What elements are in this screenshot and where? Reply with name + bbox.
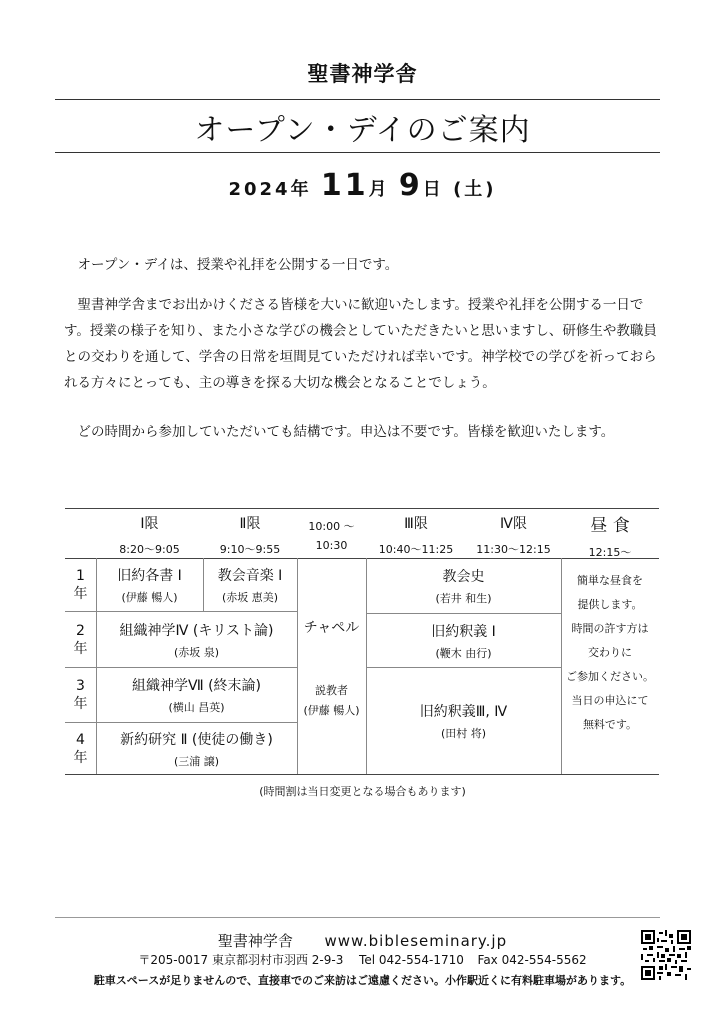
lunch-line: 交わりに <box>588 646 632 659</box>
teacher-name: (田村 将) <box>440 727 487 740</box>
intro-paragraph-2: 聖書神学舎までお出かけくださる皆様を大いに歓迎いたします。授業や礼拝を公開する一日です。授業の様子を知り、また小さな学びの機会としていただきたいと思いますし、研修生や教職員との交わりを通して、学舎の日常を垣間見ていただければ幸いです。神学校での学びを祈っておられる方々にとっても、主の導きを探る大切な機会となることでしょう。 <box>64 297 657 391</box>
chapel-title: チャペル <box>303 620 360 636</box>
header-label: Ⅲ限 <box>404 516 428 532</box>
course-name: 教会史 <box>442 569 485 585</box>
header-time: 12:15〜 <box>588 545 632 559</box>
footer-org-line <box>0 930 725 951</box>
course-y1-p34 <box>366 559 561 613</box>
footer-postal: 〒205-0017 <box>138 953 209 967</box>
date-day: 9 <box>398 168 423 203</box>
lunch-line: 提供します。 <box>577 598 643 611</box>
header-time: 9:10〜9:55 <box>219 543 281 556</box>
header-time: 10:30 <box>315 539 348 552</box>
header-time: 8:20〜9:05 <box>119 543 180 556</box>
course-name: 組織神学Ⅳ (キリスト論) <box>119 622 274 639</box>
parking-note: 駐車スペースが足りませんので、直接車でのご来訪はご遠慮ください。小作駅近くに有料駐車場があります。 <box>93 974 632 987</box>
header-label: Ⅳ限 <box>500 516 527 532</box>
course-y4-p12 <box>96 723 297 774</box>
lunch-line: ご参加ください。 <box>566 670 654 683</box>
year-num: 4 <box>76 731 85 748</box>
header-label: 10:00 〜 <box>308 520 355 533</box>
chapel-preacher <box>297 680 366 720</box>
year-num: 1 <box>76 568 85 584</box>
footer-org-name: 聖書神学舎 <box>217 932 293 950</box>
date-year: 2024年 <box>228 179 312 200</box>
date-month: 11 <box>320 168 369 203</box>
lunch-line: 当日の申込にて <box>571 694 649 707</box>
year-unit: 年 <box>73 696 88 712</box>
course-name: 新約研究 Ⅱ (使徒の働き) <box>120 731 273 748</box>
teacher-name: (三浦 譲) <box>173 754 220 768</box>
header-chapel-time <box>297 514 366 556</box>
preacher-name: (伊藤 暢人) <box>303 704 360 717</box>
header-label: 昼 食 <box>590 515 630 536</box>
footer-address: 東京都羽村市羽西 2-9-3 <box>211 953 344 967</box>
teacher-name: (鞭木 由行) <box>435 646 492 660</box>
course-y1-p1 <box>96 559 203 611</box>
table-bottom-line <box>65 774 659 775</box>
org-header: 聖書神学舎 <box>307 62 418 86</box>
intro-paragraph-1: オープン・デイは、授業や礼拝を公開する一日です。 <box>77 257 399 273</box>
table-top-line <box>65 508 659 509</box>
course-name: 組織神学Ⅶ (終末論) <box>131 678 262 694</box>
year-unit: 年 <box>73 586 88 602</box>
lunch-line: 時間の許す方は <box>571 622 649 635</box>
teacher-name: (若井 和生) <box>435 592 492 605</box>
course-y2-p34 <box>366 614 561 667</box>
course-name: 教会音楽 Ⅰ <box>217 568 283 584</box>
teacher-name: (赤坂 泉) <box>173 645 220 659</box>
header-time: 10:40〜11:25 <box>378 543 454 556</box>
course-y3-p12 <box>96 668 297 722</box>
year-label-1 <box>65 559 96 611</box>
date-month-unit: 月 <box>368 179 390 200</box>
year-label-2 <box>65 612 96 667</box>
header-label: Ⅱ限 <box>239 516 261 532</box>
year-label-3 <box>65 668 96 722</box>
event-date <box>0 168 725 203</box>
title-top-rule <box>55 99 660 100</box>
header-time: 11:30〜12:15 <box>476 543 551 556</box>
chapel-left-line <box>297 558 298 774</box>
date-day-unit: 日 <box>422 179 444 200</box>
lunch-line: 簡単な昼食を <box>577 574 643 587</box>
footer-tel: Tel 042-554-1710 <box>359 953 464 967</box>
header-lunch <box>561 514 659 559</box>
chapel-label <box>297 612 366 642</box>
course-name: 旧約各書 Ⅰ <box>117 568 182 584</box>
header-label: Ⅰ限 <box>140 516 159 532</box>
course-name: 旧約釈義 Ⅰ <box>431 623 496 640</box>
header-period-2 <box>203 514 297 556</box>
header-period-4 <box>466 514 561 556</box>
date-weekday: (土) <box>453 179 497 200</box>
intro-paragraph-3: どの時間から参加していただいても結構です。申込は不要です。皆様を歓迎いたします。 <box>77 424 615 440</box>
teacher-name: (伊藤 暢人) <box>121 591 178 604</box>
course-y1-p2 <box>203 559 297 611</box>
footer-address-line <box>0 951 725 968</box>
year-num: 3 <box>76 678 85 694</box>
lunch-info <box>561 569 659 769</box>
year-label-4 <box>65 723 96 774</box>
header-period-1 <box>96 514 203 556</box>
footer-rule <box>55 917 660 918</box>
preacher-label: 説教者 <box>315 684 348 697</box>
course-y2-p12 <box>96 612 297 667</box>
year-unit: 年 <box>73 749 88 766</box>
course-y34-p34 <box>366 668 561 774</box>
teacher-name: (横山 昌英) <box>168 701 225 714</box>
qr-code-icon <box>641 930 691 980</box>
page-title: オープン・デイのご案内 <box>194 113 531 148</box>
title-bottom-rule <box>55 152 660 153</box>
footer-url-link[interactable]: www.bibleseminary.jp <box>324 932 508 950</box>
year-num: 2 <box>76 622 85 639</box>
year-unit: 年 <box>73 640 88 657</box>
header-period-3 <box>366 514 466 556</box>
teacher-name: (赤坂 恵美) <box>221 591 279 604</box>
schedule-note: (時間割は当日変更となる場合もあります) <box>259 785 466 798</box>
course-name: 旧約釈義Ⅲ, Ⅳ <box>419 704 508 720</box>
lunch-line: 無料です。 <box>582 718 638 731</box>
footer-fax: Fax 042-554-5562 <box>477 953 587 967</box>
